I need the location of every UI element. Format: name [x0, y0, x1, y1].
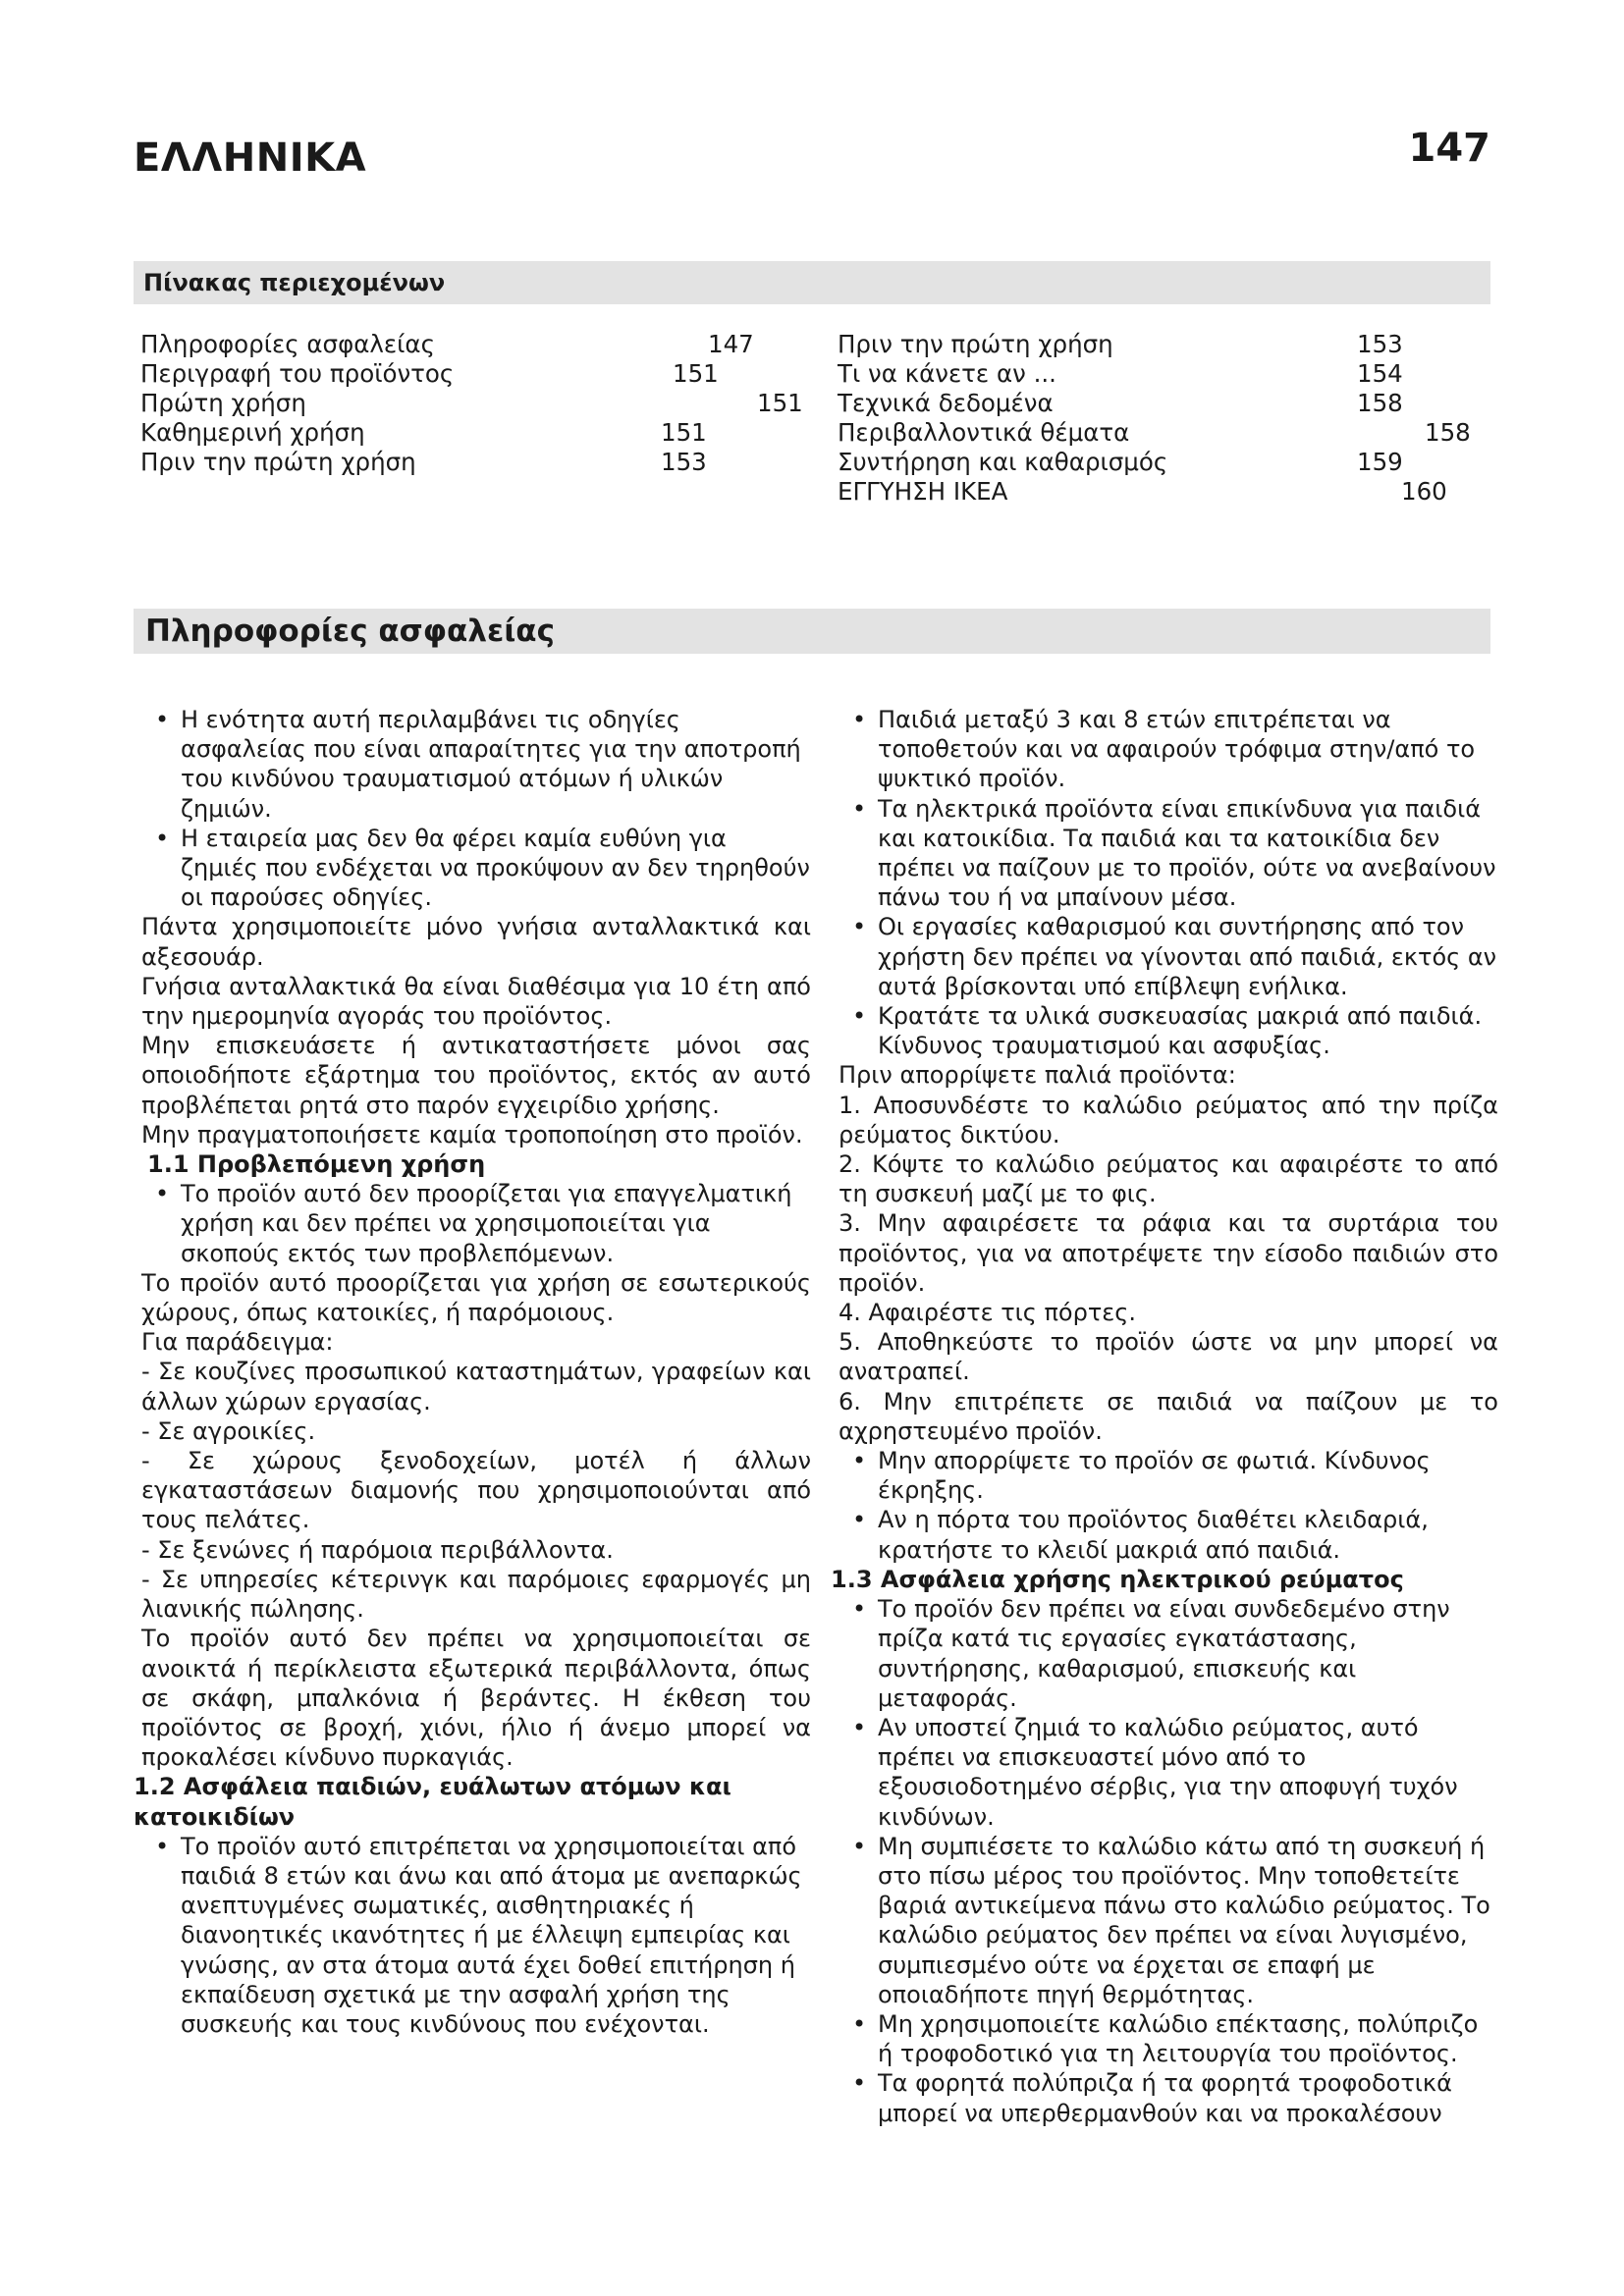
- bullet-item: [831, 1505, 1498, 1564]
- bullet-item: [831, 1446, 1498, 1505]
- bullet-text: Η εταιρεία μας δεν θα φέρει καμία ευθύνη για ζημιές που ενδέχεται να προκύψουν αν δεν τηρηθούν οι παρούσες οδηγίες.: [181, 824, 810, 912]
- bullet-text: Αν υποστεί ζημιά το καλώδιο ρεύματος, αυτό πρέπει να επισκευαστεί μόνο από το εξουσιοδοτημένο σέρβις, για την αποφυγή τυχόν κινδύνων.: [878, 1713, 1458, 1831]
- toc-entry-title: Τεχνικά δεδομένα: [838, 389, 1054, 417]
- paragraph: - Σε ξενώνες ή παρόμοια περιβάλλοντα.: [141, 1535, 614, 1564]
- toc-entry-page: 151: [757, 389, 803, 417]
- paragraph: Πριν απορρίψετε παλιά προϊόντα:: [839, 1061, 1236, 1090]
- bullet-text: Το προϊόν αυτό επιτρέπεται να χρησιμοποιείται από παιδιά 8 ετών και άνω και από άτομα με ανεπαρκώς ανεπτυγμένες σωματικές, αισθητηριακές ή διανοητικές ικανότητες ή με έλλειψη εμπειρίας και γνώσης, αν στα άτομα αυτά έχει δοθεί επιτήρηση ή εκπαίδευση σχετικά με την ασφαλή χρήση της συσκευής και τους κινδύνους που ενέχονται.: [181, 1832, 802, 2038]
- bullet-item: [831, 705, 1498, 794]
- toc-entry[interactable]: [140, 389, 808, 418]
- toc-entry[interactable]: [838, 389, 1505, 418]
- bullet-text: Η ενότητα αυτή περιλαμβάνει τις οδηγίες ασφαλείας που είναι απαραίτητες για την αποτροπή του κινδύνου τραυματισμού ατόμων ή υλικών ζημιών.: [181, 706, 801, 823]
- toc-entry-page: 159: [1357, 448, 1403, 476]
- paragraph: - Σε χώρους ξενοδοχείων, μοτέλ ή άλλων εγκαταστάσεων διαμονής που χρησιμοποιούνται από τους πελάτες.: [141, 1447, 811, 1534]
- toc-entry-page: 153: [1357, 330, 1403, 358]
- bullet-text: Μη συμπιέσετε το καλώδιο κάτω από τη συσκευή ή στο πίσω μέρος του προϊόντος. Μην τοποθετείτε βαριά αντικείμενα πάνω στο καλώδιο ρεύματος. Το καλώδιο ρεύματος δεν πρέπει να είναι λυγισμένο, συμπιεσμένο ούτε να έρχεται σε επαφή με οποιαδήποτε πηγή θερμότητας.: [878, 1832, 1490, 2008]
- section-title: Πληροφορίες ασφαλείας: [145, 614, 555, 649]
- toc-entry[interactable]: [838, 359, 1505, 389]
- paragraph: - Σε αγροικίες.: [141, 1416, 316, 1445]
- bullet-text: Το προϊόν δεν πρέπει να είναι συνδεδεμένο στην πρίζα κατά τις εργασίες εγκατάστασης, συντήρησης, καθαρισμού, επισκευής και μεταφοράς.: [878, 1595, 1450, 1712]
- bullet-item: [831, 1713, 1498, 1832]
- toc-entry-page: 160: [1401, 477, 1447, 506]
- bullet-text: Τα ηλεκτρικά προϊόντα είναι επικίνδυνα για παιδιά και κατοικίδια. Τα παιδιά και τα κατοικίδια δεν πρέπει να παίζουν με το προϊόν, ούτε να ανεβαίνουν πάνω του ή να μπαίνουν μέσα.: [878, 794, 1496, 912]
- bullet-text: Παιδιά μεταξύ 3 και 8 ετών επιτρέπεται να τοποθετούν και να αφαιρούν τρόφιμα στην/από το ψυκτικό προϊόν.: [878, 706, 1476, 793]
- toc-entry-title: Περιβαλλοντικά θέματα: [838, 418, 1130, 447]
- toc-entry[interactable]: [140, 418, 808, 448]
- paragraph: 2. Κόψτε το καλώδιο ρεύματος και αφαιρέστε το από τη συσκευή μαζί με το φις.: [839, 1150, 1498, 1208]
- bullet-text: Οι εργασίες καθαρισμού και συντήρησης από τον χρήστη δεν πρέπει να γίνονται από παιδιά, εκτός αν αυτά βρίσκονται υπό επίβλεψη ενήλικα.: [878, 913, 1497, 1000]
- toc-entry-title: Περιγραφή του προϊόντος: [140, 359, 455, 388]
- toc-entry[interactable]: [838, 330, 1505, 359]
- safety-left-column: [134, 705, 811, 2039]
- toc-entry-title: Πρώτη χρήση: [140, 389, 306, 417]
- paragraph: 5. Αποθηκεύστε το προϊόν ώστε να μην μπορεί να ανατραπεί.: [839, 1328, 1498, 1386]
- paragraph: Για παράδειγμα:: [141, 1328, 334, 1357]
- bullet-item: [134, 824, 811, 913]
- paragraph: - Σε υπηρεσίες κέτερινγκ και παρόμοιες εφαρμογές μη λιανικής πώλησης.: [141, 1565, 811, 1624]
- bullet-item: [831, 2068, 1498, 2127]
- toc-entry[interactable]: [838, 477, 1505, 507]
- toc-entry-page: 158: [1357, 389, 1403, 417]
- subsection-heading: 1.3 Ασφάλεια χρήσης ηλεκτρικού ρεύματος: [831, 1565, 1404, 1593]
- toc-entry-page: 147: [708, 330, 754, 358]
- bullet-item: [831, 912, 1498, 1001]
- language-heading: ΕΛΛΗΝΙΚΑ: [134, 135, 367, 181]
- paragraph: 6. Μην επιτρέπετε σε παιδιά να παίζουν με το αχρηστευμένο προϊόν.: [839, 1387, 1498, 1445]
- page-number: 147: [1408, 126, 1490, 171]
- section-header-bar: [134, 609, 1490, 654]
- paragraph: 3. Μην αφαιρέσετε τα ράφια και τα συρτάρια του προϊόντος, για να αποτρέψετε την είσοδο παιδιών στο προϊόν.: [839, 1209, 1498, 1297]
- toc-entry-page: 153: [661, 448, 707, 476]
- bullet-item: [831, 1594, 1498, 1713]
- toc-entry-page: 158: [1425, 418, 1471, 447]
- paragraph: 4. Αφαιρέστε τις πόρτες.: [839, 1299, 1136, 1327]
- bullet-text: Κρατάτε τα υλικά συσκευασίας μακριά από παιδιά. Κίνδυνος τραυματισμού και ασφυξίας.: [878, 1002, 1483, 1060]
- toc-entry[interactable]: [140, 448, 808, 477]
- paragraph: - Σε κουζίνες προσωπικού καταστημάτων, γραφείων και άλλων χώρων εργασίας.: [141, 1358, 811, 1415]
- bullet-item: [134, 705, 811, 824]
- paragraph: Γνήσια ανταλλακτικά θα είναι διαθέσιμα για 10 έτη από την ημερομηνία αγοράς του προϊόντος.: [141, 972, 811, 1031]
- safety-right-column: [831, 705, 1498, 2128]
- paragraph: 1. Αποσυνδέστε το καλώδιο ρεύματος από την πρίζα ρεύματος δικτύου.: [839, 1091, 1498, 1148]
- bullet-text: Το προϊόν αυτό δεν προορίζεται για επαγγελματική χρήση και δεν πρέπει να χρησιμοποιείται για σκοπούς εκτός των προβλεπόμενων.: [181, 1180, 792, 1267]
- toc-entry-title: Πριν την πρώτη χρήση: [140, 448, 416, 476]
- toc-entry-title: Πριν την πρώτη χρήση: [838, 330, 1113, 358]
- subsection-heading: 1.1 Προβλεπόμενη χρήση: [147, 1150, 486, 1179]
- bullet-item: [134, 1832, 811, 2039]
- paragraph: Μην επισκευάσετε ή αντικαταστήσετε μόνοι σας οποιοδήποτε εξάρτημα του προϊόντος, εκτός αν αυτό προβλέπεται ρητά στο παρόν εγχειρίδιο χρήσης.: [141, 1032, 811, 1119]
- paragraph: Το προϊόν αυτό προορίζεται για χρήση σε εσωτερικούς χώρους, όπως κατοικίες, ή παρόμοιους.: [141, 1268, 811, 1327]
- paragraph: Μην πραγματοποιήσετε καμία τροποποίηση στο προϊόν.: [141, 1120, 803, 1148]
- toc-entry[interactable]: [838, 418, 1505, 448]
- toc-entry-page: 154: [1357, 359, 1403, 388]
- toc-entry-title: ΕΓΓΥΗΣΗ IKEA: [838, 477, 1008, 506]
- toc-entry-title: Τι να κάνετε αν ...: [838, 359, 1056, 388]
- bullet-item: [831, 2009, 1498, 2068]
- bullet-text: Αν η πόρτα του προϊόντος διαθέτει κλειδαριά, κρατήστε το κλειδί μακριά από παιδιά.: [878, 1506, 1429, 1564]
- toc-entry-page: 151: [661, 418, 707, 447]
- toc-title: Πίνακας περιεχομένων: [143, 269, 446, 296]
- bullet-item: [831, 1832, 1498, 2009]
- toc-entry-title: Πληροφορίες ασφαλείας: [140, 330, 435, 358]
- toc-left-column: [140, 330, 808, 477]
- bullet-item: [831, 794, 1498, 913]
- subsection-heading: 1.2 Ασφάλεια παιδιών, ευάλωτων ατόμων και κατοικιδίων: [134, 1773, 731, 1831]
- bullet-text: Τα φορητά πολύπριζα ή τα φορητά τροφοδοτικά μπορεί να υπερθερμανθούν και να προκαλέσουν: [878, 2069, 1452, 2127]
- toc-entry[interactable]: [838, 448, 1505, 477]
- toc-right-column: [838, 330, 1505, 507]
- bullet-item: [134, 1179, 811, 1268]
- toc-entry-title: Καθημερινή χρήση: [140, 418, 365, 447]
- bullet-text: Μην απορρίψετε το προϊόν σε φωτιά. Κίνδυνος έκρηξης.: [878, 1447, 1431, 1505]
- toc-header-bar: [134, 261, 1490, 304]
- paragraph: Πάντα χρησιμοποιείτε μόνο γνήσια ανταλλακτικά και αξεσουάρ.: [141, 913, 811, 971]
- toc-entry-page: 151: [673, 359, 719, 388]
- bullet-item: [831, 1001, 1498, 1060]
- toc-entry[interactable]: [140, 330, 808, 359]
- paragraph: Το προϊόν αυτό δεν πρέπει να χρησιμοποιείται σε ανοικτά ή περίκλειστα εξωτερικά περιβάλλοντα, όπως σε σκάφη, μπαλκόνια ή βεράντες. Η έκθεση του προϊόντος σε βροχή, χιόνι, ήλιο ή άνεμο μπορεί να προκαλέσει κίνδυνο πυρκαγιάς.: [141, 1625, 811, 1772]
- toc-entry-title: Συντήρηση και καθαρισμός: [838, 448, 1168, 476]
- toc-entry[interactable]: [140, 359, 808, 389]
- bullet-text: Μη χρησιμοποιείτε καλώδιο επέκτασης, πολύπριζο ή τροφοδοτικό για τη λειτουργία του προϊόντος.: [878, 2009, 1479, 2068]
